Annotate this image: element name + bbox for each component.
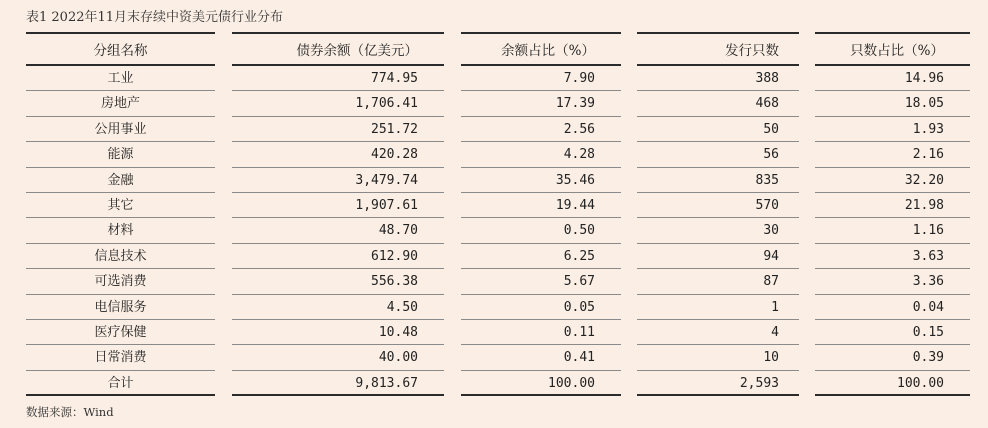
column-issue-count <box>637 32 799 396</box>
table-cell: 日常消费 <box>26 345 215 370</box>
table-cell: 556.38 <box>232 269 444 294</box>
table-cell: 0.04 <box>815 295 970 320</box>
column-header: 分组名称 <box>26 32 215 66</box>
table-cell: 5.67 <box>461 269 621 294</box>
table-cell: 835 <box>637 168 799 193</box>
table-cell: 612.90 <box>232 244 444 269</box>
column-header: 债券余额（亿美元） <box>232 32 444 66</box>
column-header: 发行只数 <box>637 32 799 66</box>
column-group-name <box>26 32 215 396</box>
table-cell: 14.96 <box>815 66 970 91</box>
table-cell: 420.28 <box>232 142 444 167</box>
table-cell: 材料 <box>26 218 215 243</box>
table-cell: 87 <box>637 269 799 294</box>
table-cell: 1.93 <box>815 117 970 142</box>
column-body <box>815 66 970 396</box>
table-cell: 3,479.74 <box>232 168 444 193</box>
table-cell: 房地产 <box>26 91 215 116</box>
table-cell: 21.98 <box>815 193 970 218</box>
table-cell: 35.46 <box>461 168 621 193</box>
table-cell: 2.56 <box>461 117 621 142</box>
table-cell: 3.63 <box>815 244 970 269</box>
column-body <box>461 66 621 396</box>
table-cell: 4.28 <box>461 142 621 167</box>
column-bond-balance <box>232 32 444 396</box>
table-cell: 0.39 <box>815 345 970 370</box>
table-title: 表1 2022年11月末存续中资美元债行业分布 <box>26 10 284 25</box>
column-header: 只数占比（%） <box>815 32 970 66</box>
table-cell: 50 <box>637 117 799 142</box>
table-cell: 30 <box>637 218 799 243</box>
table-cell: 1,706.41 <box>232 91 444 116</box>
column-body <box>232 66 444 396</box>
table-cell: 32.20 <box>815 168 970 193</box>
total-cell: 100.00 <box>815 371 970 396</box>
table-cell: 7.90 <box>461 66 621 91</box>
table-cell: 48.70 <box>232 218 444 243</box>
table-cell: 468 <box>637 91 799 116</box>
total-cell: 9,813.67 <box>232 371 444 396</box>
table-cell: 可选消费 <box>26 269 215 294</box>
table-cell: 4 <box>637 320 799 345</box>
table-cell: 其它 <box>26 193 215 218</box>
column-body <box>26 66 215 396</box>
table-cell: 0.15 <box>815 320 970 345</box>
table-cell: 4.50 <box>232 295 444 320</box>
total-cell: 100.00 <box>461 371 621 396</box>
table-cell: 17.39 <box>461 91 621 116</box>
table-cell: 金融 <box>26 168 215 193</box>
column-count-share <box>815 32 970 396</box>
table-cell: 56 <box>637 142 799 167</box>
table-cell: 医疗保健 <box>26 320 215 345</box>
table-cell: 1 <box>637 295 799 320</box>
table-cell: 10.48 <box>232 320 444 345</box>
table-cell: 0.11 <box>461 320 621 345</box>
table-cell: 能源 <box>26 142 215 167</box>
table-cell: 工业 <box>26 66 215 91</box>
column-header: 余额占比（%） <box>461 32 621 66</box>
total-cell: 合计 <box>26 371 215 396</box>
table-cell: 信息技术 <box>26 244 215 269</box>
column-balance-share <box>461 32 621 396</box>
table-cell: 10 <box>637 345 799 370</box>
table-cell: 40.00 <box>232 345 444 370</box>
table-cell: 3.36 <box>815 269 970 294</box>
table-cell: 774.95 <box>232 66 444 91</box>
table-cell: 251.72 <box>232 117 444 142</box>
table-cell: 19.44 <box>461 193 621 218</box>
table-cell: 1,907.61 <box>232 193 444 218</box>
table-cell: 公用事业 <box>26 117 215 142</box>
table-cell: 0.05 <box>461 295 621 320</box>
table-cell: 18.05 <box>815 91 970 116</box>
table-cell: 2.16 <box>815 142 970 167</box>
total-cell: 2,593 <box>637 371 799 396</box>
table-cell: 388 <box>637 66 799 91</box>
table-cell: 1.16 <box>815 218 970 243</box>
data-source-note: 数据来源：Wind <box>26 405 114 419</box>
table-cell: 570 <box>637 193 799 218</box>
table-cell: 电信服务 <box>26 295 215 320</box>
table-cell: 6.25 <box>461 244 621 269</box>
column-body <box>637 66 799 396</box>
table-cell: 94 <box>637 244 799 269</box>
table-cell: 0.50 <box>461 218 621 243</box>
table-cell: 0.41 <box>461 345 621 370</box>
